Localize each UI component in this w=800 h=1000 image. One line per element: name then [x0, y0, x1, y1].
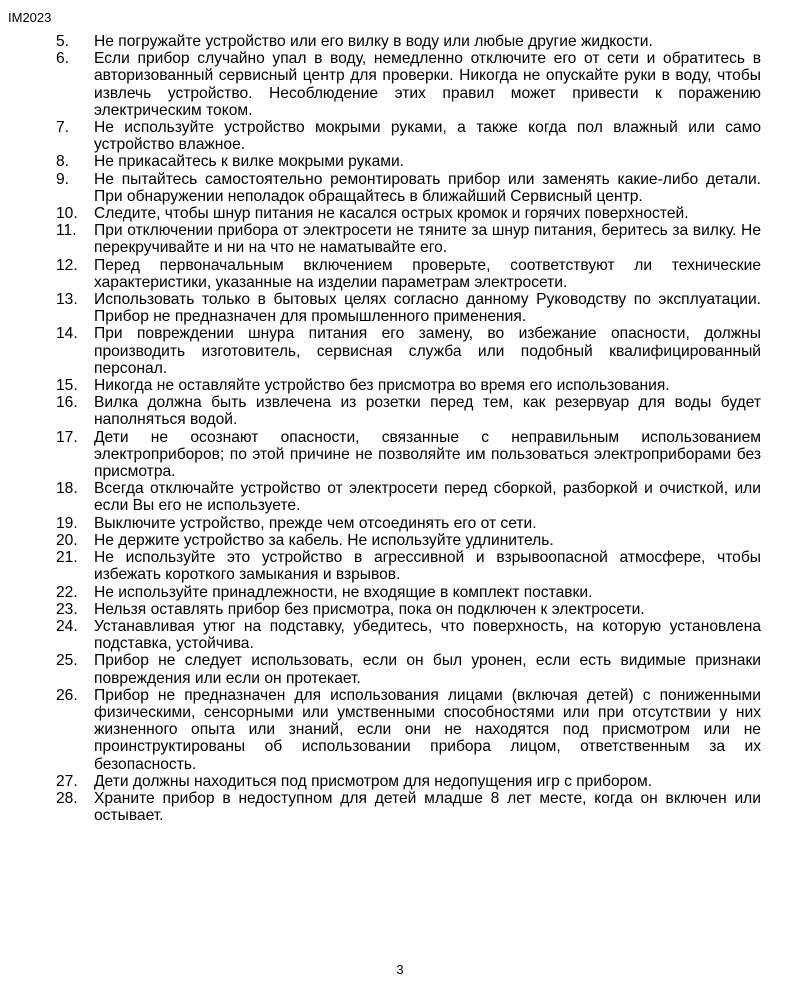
- item-text: Никогда не оставляйте устройство без присмотра во время его использования.: [94, 377, 670, 395]
- item-text: Не используйте принадлежности, не входящие в комплект поставки.: [94, 583, 593, 601]
- item-text: Не используйте устройство мокрыми руками, а также когда пол влажный или само устройство влажное.: [94, 119, 761, 154]
- list-item: [56, 50, 761, 119]
- list-item: [56, 33, 761, 50]
- list-item: [56, 601, 761, 618]
- list-item: [56, 790, 761, 824]
- list-item: [56, 773, 761, 790]
- item-number: 14.: [56, 325, 78, 343]
- item-text: Прибор не предназначен для использования лицами (включая детей) с пониженными физическими, сенсорными или умственными способностями или при отсутствии у них жизненного опыта или знаний, если они не находятся под присмотром или не проинструктированы об использовании прибора лицом, ответственным за их безопасность.: [94, 686, 761, 773]
- item-text: Не используйте это устройство в агрессивной и взрывоопасной атмосфере, чтобы избежать короткого замыкания и взрывов.: [94, 549, 761, 584]
- safety-instructions-list: [56, 33, 761, 824]
- item-number: 15.: [56, 377, 78, 395]
- item-text: Перед первоначальным включением проверьте, соответствуют ли технические характеристики, указанные на изделии параметрам электросети.: [94, 256, 761, 291]
- item-number: 20.: [56, 531, 78, 549]
- item-number: 10.: [56, 205, 78, 223]
- item-text: Не держите устройство за кабель. Не используйте удлинитель.: [94, 531, 554, 549]
- item-text: Устанавливая утюг на подставку, убедитесь, что поверхность, на которую установлена подставка, устойчива.: [94, 617, 761, 653]
- item-number: 12.: [56, 256, 78, 274]
- item-number: 18.: [56, 480, 78, 498]
- item-number: 19.: [56, 514, 78, 532]
- item-text: Если прибор случайно упал в воду, немедленно отключите его от сети и обратитесь в авторизованный сервисный центр для проверки. Никогда не опускайте руки в воду, чтобы извлечь устройство. Несоблюдение этих правил может привести к поражению электрическим током.: [94, 50, 761, 119]
- list-item: [56, 377, 761, 394]
- item-number: 21.: [56, 549, 78, 567]
- item-text: Не погружайте устройство или его вилку в воду или любые другие жидкости.: [94, 33, 653, 50]
- item-number: 25.: [56, 652, 78, 670]
- list-item: [56, 325, 761, 377]
- document-header-model: IM2023: [8, 10, 52, 25]
- list-item: [56, 515, 761, 532]
- item-text: Храните прибор в недоступном для детей младше 8 лет месте, когда он включен или остывает.: [94, 789, 761, 825]
- item-number: 11.: [56, 222, 77, 240]
- list-item: [56, 618, 761, 652]
- item-text: Всегда отключайте устройство от электросети перед сборкой, разборкой и очисткой, или если Вы его не используете.: [94, 480, 761, 515]
- item-number: 8.: [56, 153, 70, 171]
- item-number: 7.: [56, 119, 70, 137]
- list-item: [56, 652, 761, 686]
- list-item: [56, 222, 761, 256]
- item-number: 17.: [56, 428, 78, 446]
- item-text: Не прикасайтесь к вилке мокрыми руками.: [94, 153, 405, 171]
- list-item: [56, 291, 761, 325]
- list-item: [56, 119, 761, 153]
- item-number: 6.: [56, 50, 70, 68]
- item-text: Не пытайтесь самостоятельно ремонтировать прибор или заменять какие-либо детали. При обнаружении неполадок обращайтесь в ближайший Сервисный центр.: [94, 170, 761, 205]
- list-item: [56, 687, 761, 773]
- item-text: Дети должны находиться под присмотром для недопущения игр с прибором.: [94, 772, 653, 790]
- list-item: [56, 429, 761, 481]
- item-text: Следите, чтобы шнур питания не касался острых кромок и горячих поверхностей.: [94, 205, 689, 223]
- list-item: [56, 532, 761, 549]
- page-number: 3: [396, 962, 404, 977]
- list-item: [56, 584, 761, 601]
- list-item: [56, 549, 761, 583]
- list-item: [56, 171, 761, 205]
- item-text: Дети не осознают опасности, связанные с неправильным использованием электроприборов; по этой причине не позволяйте им пользоваться электроприборами без присмотра.: [94, 428, 761, 481]
- item-number: 22.: [56, 583, 78, 601]
- list-item: [56, 153, 761, 170]
- item-number: 28.: [56, 789, 78, 807]
- item-number: 24.: [56, 617, 78, 635]
- item-number: 5.: [56, 33, 70, 50]
- item-text: Вилка должна быть извлечена из розетки перед тем, как резервуар для воды будет наполняться водой.: [94, 394, 761, 429]
- item-text: При отключении прибора от электросети не тяните за шнур питания, беритесь за вилку. Не перекручивайте и ни на что не наматывайте его.: [94, 222, 761, 257]
- list-item: [56, 205, 761, 222]
- list-item: [56, 480, 761, 514]
- item-number: 16.: [56, 394, 78, 412]
- item-number: 26.: [56, 686, 78, 704]
- item-text: При повреждении шнура питания его замену, во избежание опасности, должны производить изготовитель, сервисная служба или подобный квалифицированный персонал.: [94, 325, 761, 377]
- item-text: Прибор не следует использовать, если он был уронен, если есть видимые признаки повреждения или если он протекает.: [94, 652, 761, 687]
- item-number: 9.: [56, 170, 70, 188]
- item-text: Нельзя оставлять прибор без присмотра, пока он подключен к электросети.: [94, 600, 645, 618]
- item-number: 23.: [56, 600, 78, 618]
- item-text: Выключите устройство, прежде чем отсоединять его от сети.: [94, 514, 537, 532]
- item-number: 13.: [56, 291, 78, 309]
- item-number: 27.: [56, 772, 78, 790]
- list-item: [56, 257, 761, 291]
- list-item: [56, 394, 761, 428]
- item-text: Использовать только в бытовых целях согласно данному Руководству по эксплуатации. Прибор не предназначен для промышленного применения.: [94, 291, 761, 326]
